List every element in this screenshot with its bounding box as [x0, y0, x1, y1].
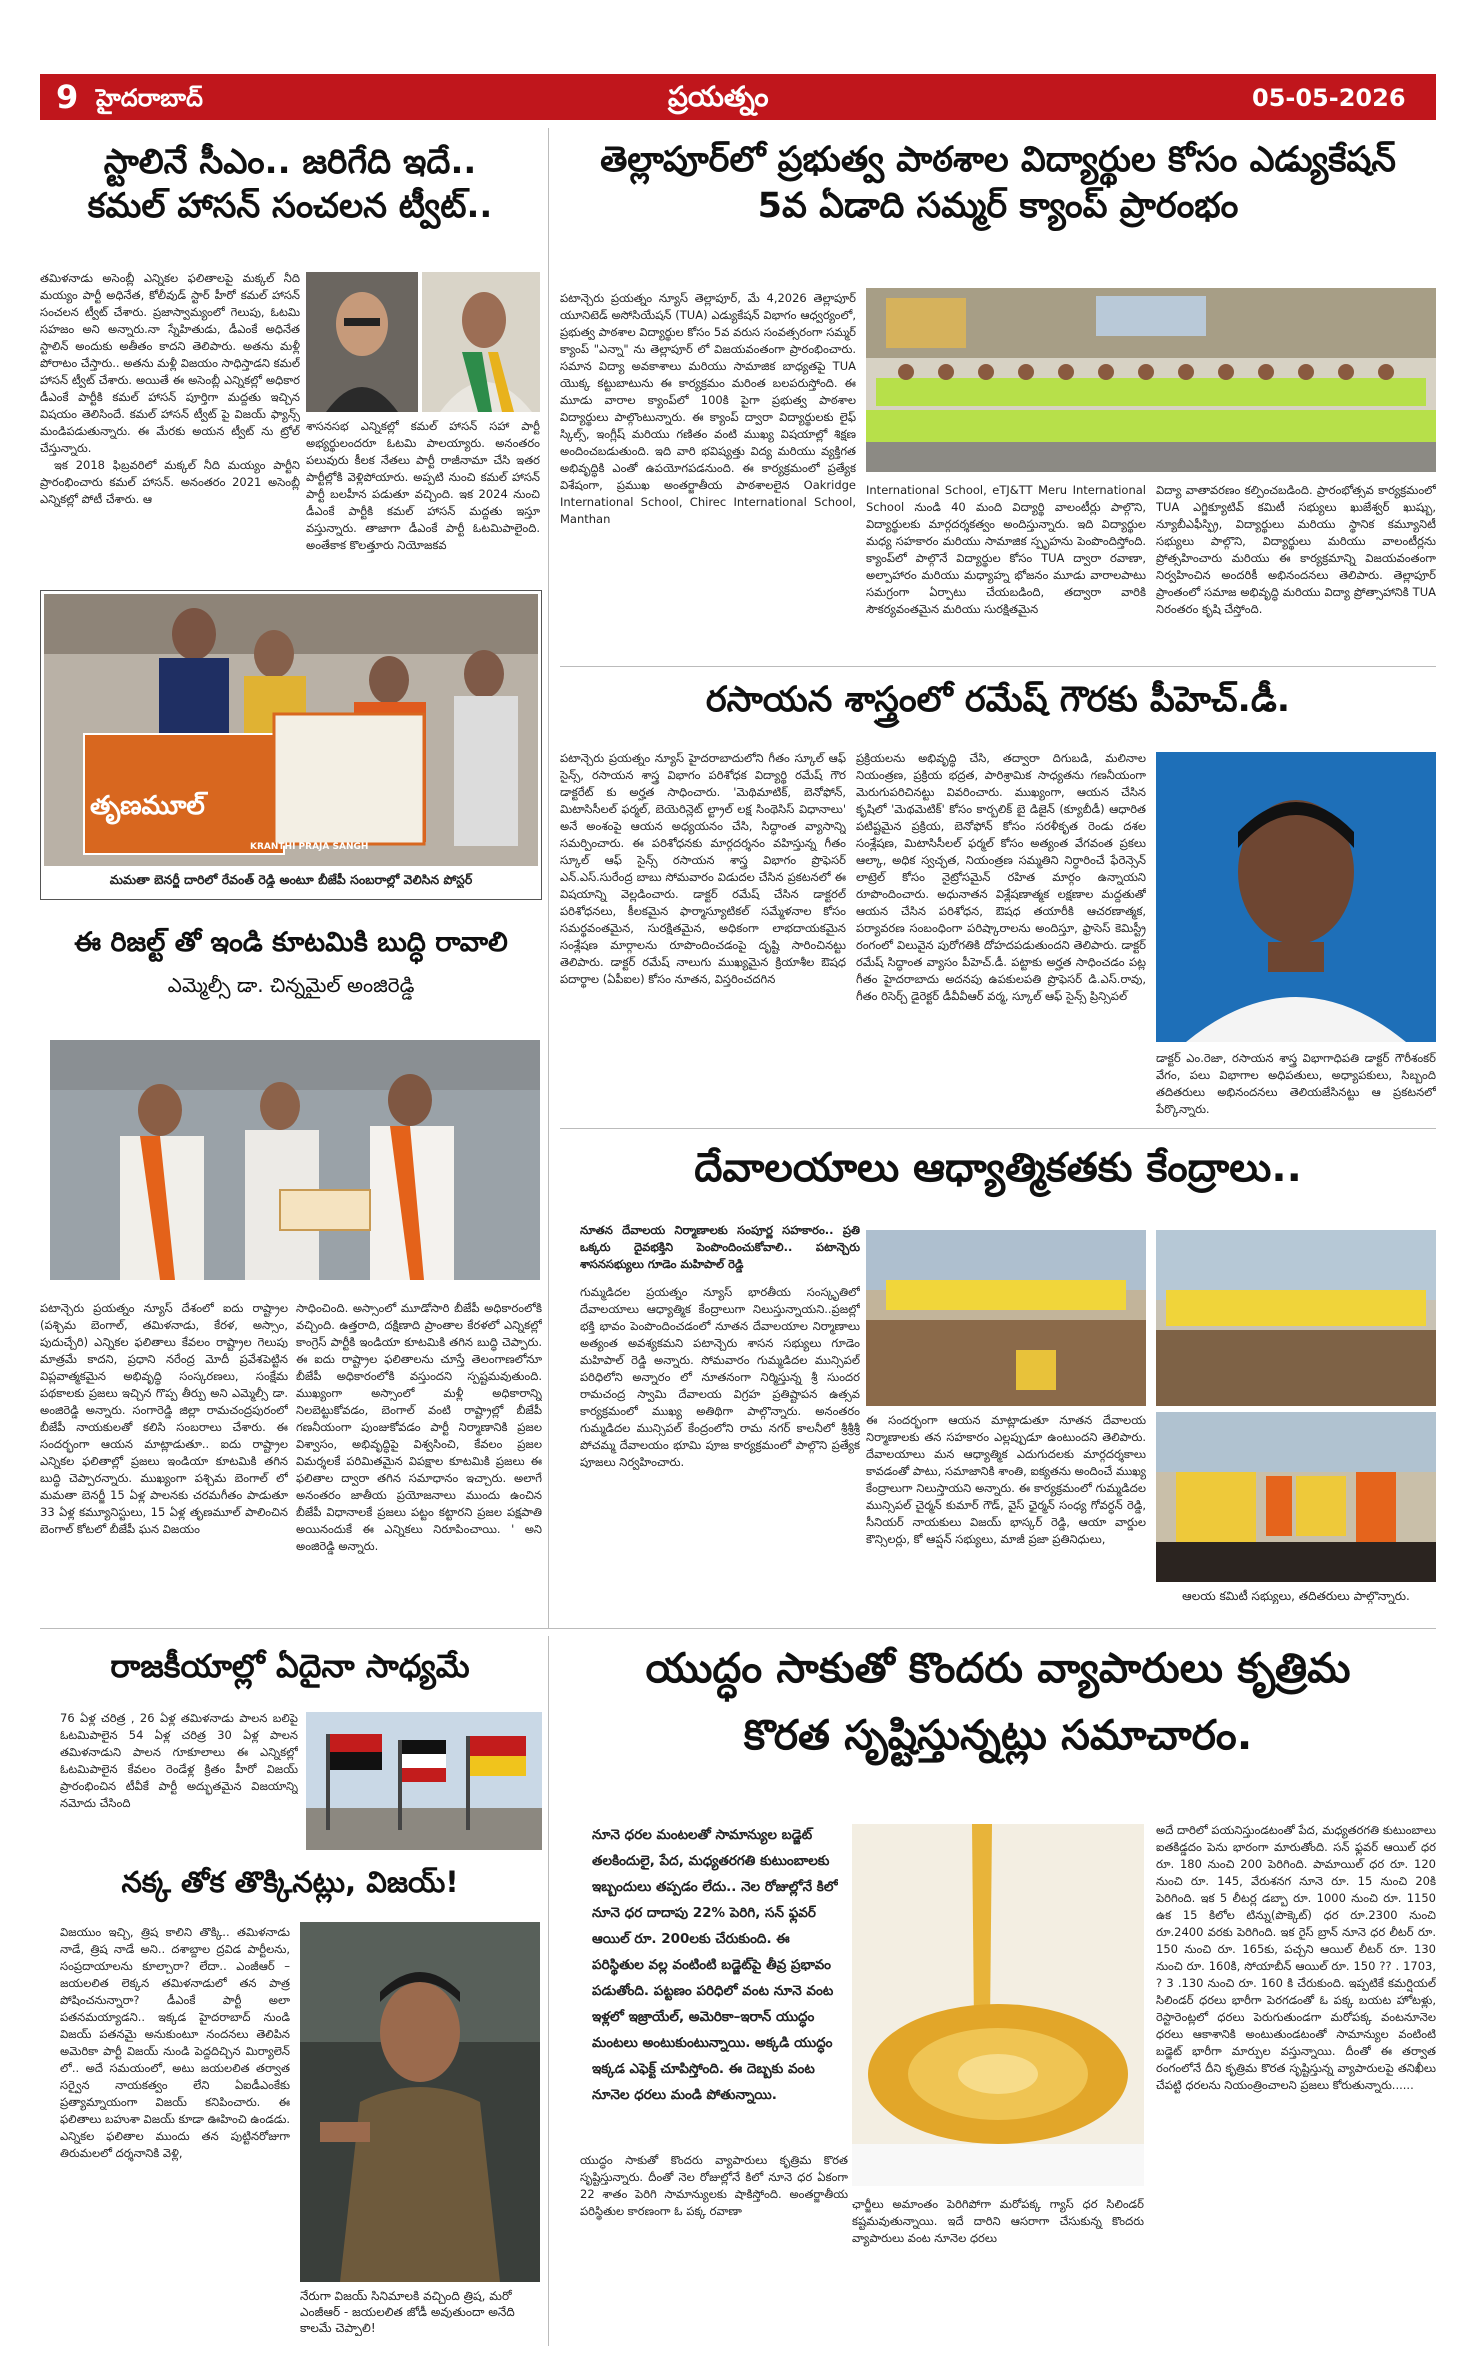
poster-photo: [44, 594, 538, 866]
flags-photo: [306, 1712, 542, 1850]
stalin-col1: తమిళనాడు అసెంబ్లీ ఎన్నికల ఫలితాలపై మక్కల్ నీది మయ్యం పార్టీ అధినేత, కోలీవుడ్ స్టార్ హీరో కమల్ హాసన్ సంచలన ట్వీట్ చేశారు. ప్రజాస్వామ్యంలో గెలుపు, ఓటమి సహజం అని అన్నారు.నా స్నేహితుడు, డీఎంకే అధినేత స్టాలిన్ అందుకు అతీతం కాదని తెలిపారు. అతను మళ్లీ పోరాటం చేస్తారు.. అతను మళ్లీ విజయం సాధిస్తాడని కమల్ హాసన్ ట్వీట్ చేశారు. అయితే ఈ అసెంబ్లీ ఎన్నికల్లో అధికార డీఎంకే పార్టీకి కమల్ హాసన్ పూర్తిగా మద్దతు ఇచ్చిన విషయం తెలిసిందే. కమల్ హాసన్ ట్వీట్ పై విజయ్ ఫ్యాన్స్ మండిపడుతున్నారు. ఈ మేరకు అయన ట్వీట్ ను ట్రోల్ చేస్తున్నారు. ఇక 2018 ఫిబ్రవరిలో మక్కల్ నీది మయ్యం పార్టీని ప్రారంభించారు కమల్ హాసన్. అనంతరం 2021 అసెంబ్లీ ఎన్నికల్లో పోటీ చేశారు. ఆ: [40, 271, 300, 506]
result-photo: [50, 1040, 540, 1280]
column-divider: [548, 128, 549, 1628]
result-col1: పటాన్చెరు ప్రయత్నం న్యూస్ దేశంలో ఐదు రాష్ట్రాల (పశ్చిమ బెంగాల్, తమిళనాడు, కేరళ, అస్సాం, పుదుచ్చేరి) ఎన్నికల ఫలితాలు కేవలం రాష్ట్రాల గెలుపు మాత్రమే కాదని, ప్రధాని నరేంద్ర మోదీ ప్రవేశపెట్టిన విప్లవాత్మకమైన అభివృద్ధి సంస్కరణలు, సంక్షేమ పథకాలకు ప్రజలు ఇచ్చిన గొప్ప తీర్పు అని ఎమ్మెల్సీ డా. అంజిరెడ్డి అన్నారు. సంగారెడ్డి జిల్లా రామచంద్రపురంలో బీజేపీ నాయకులతో కలిసి సంబరాలు చేశారు. ఈ సందర్భంగా ఆయన మాట్లాడుతూ.. ఐదు రాష్ట్రాల ఎన్నికల ఫలితాల్లో ప్రజలు ఇండియా కూటమికి తగిన బుద్ధి చెప్పారన్నారు. ముఖ్యంగా పశ్చిమ బెంగాల్ లో మమతా బెనర్జీ 15 ఏళ్ల పాలనకు చరమగీతం పాడుతూ 33 ఏళ్ల కమ్యూనిస్టులు, 15 ఏళ్ల తృణమూల్ పాలించిన బెంగాల్ కోటలో బీజేపీ ఘన విజయం: [40, 1301, 288, 1536]
section-divider: [40, 1628, 1436, 1629]
tellapur-headline: తెల్లాపూర్‌లో ప్రభుత్వ పాఠశాల విద్యార్థుల కోసం ఎడ్యుకేషన్ 5వ ఏడాది సమ్మర్ క్యాంప్ ప్రారంభం: [600, 140, 1396, 226]
poster-caption: మమతా బెనర్జీ దారిలో రేవంత్ రెడ్డి అంటూ బీజేపీ సంబరాల్లో వెలిసిన పోస్టర్: [109, 872, 473, 887]
oil-headline: యుద్ధం సాకుతో కొందరు వ్యాపారులు కృత్రిమ కొరత సృష్టిస్తున్నట్లు సమాచారం.: [645, 1644, 1351, 1760]
politics-headline: రాజకీయాల్లో ఏదైనా సాధ్యమే: [110, 1647, 470, 1685]
result-col2: సాధించింది. అస్సాంలో మూడోసారి బీజేపీ అధికారంలోకి వచ్చింది. ఉత్తరాది, దక్షిణాది ప్రాంతాల కేరళలో ఎన్నికల్లో కాంగ్రెస్ పార్టీకి ఇండియా కూటమికి తగిన బుద్ధి చెప్పారు. ఈ ఐదు రాష్ట్రాల ఫలితాలను చూస్తే తెలంగాణలోనూ బీజేపీ అధికారంలోకి వస్తుందని స్పష్టమవుతుంది. ముఖ్యంగా అస్సాంలో మళ్లీ అధికారాన్ని నిలబెట్టుకోవడం, బెంగాల్ వంటి రాష్ట్రాల్లో బీజేపీ గణనీయంగా పుంజుకోవడం పార్టీ నిర్మాణానికి ప్రజల విశ్వాసం, అభివృద్ధిపై విశ్వసించి, కేవలం ప్రజల విమర్శలకే పరిమితమైన విపక్షాల కూటమికి ప్రజలు ఈ ఫలితాల ద్వారా తగిన సమాధానం ఇచ్చారు. అలాగే అనంతరం జాతీయ ప్రయోజనాలు ముందు ఉంచిన బీజేపీ విధానాలకే ప్రజలు పట్టం కట్టారని ప్రజల పక్షపాతి అయినందుకే ఈ ఎన్నికలు నిరూపించాయి. ' అని అంజిరెడ్డి అన్నారు.: [296, 1301, 542, 1553]
phd-headline: రసాయన శాస్త్రంలో రమేష్ గౌరకు పీహెచ్.డీ.: [705, 680, 1291, 720]
tellapur-group-photo: [866, 288, 1436, 472]
ramesh-portrait: [1156, 752, 1436, 1042]
temple-photo-1: [866, 1230, 1146, 1406]
temples-caption: ఆలయ కమిటీ సభ్యులు, తదితరులు పాల్గొన్నారు.: [1182, 1589, 1410, 1603]
stalin-headline: స్టాలినే సీఎం.. జరిగేది ఇదే.. కమల్ హాసన్ సంచలన ట్వీట్..: [87, 142, 493, 227]
vijay-caption: నేరుగా విజయ్ సినిమాలకి వచ్చింది త్రిష, మరో ఎంజీఆర్ - జయలలిత జోడీ అవుతుందా అనేది కాలమే చెప్పాలి!: [300, 2289, 515, 2335]
section-divider: [560, 1128, 1436, 1129]
poster-banner-sub: KRANTHI PRAJA SANGH: [250, 842, 369, 852]
page-number: 9: [56, 78, 79, 116]
vijay-photo: [422, 272, 540, 412]
city-name: హైదరాబాద్: [96, 84, 203, 112]
oil-photo: [852, 1824, 1144, 2186]
phd-col2: ప్రక్రియలను అభివృద్ధి చేసి, తద్వారా దిగుబడి, మలినాల నియంత్రణ, ప్రక్రియ భద్రత, పారిశ్రామిక సాధ్యతను గణనీయంగా మెరుగుపరిచినట్టు వివరించారు. ముఖ్యంగా, ఆయన చేసిన కృషిలో 'మెథమెటిక్' కోసం కార్బలిక్ బై డిజైన్ (క్యూబీడీ) ఆధారిత పటిష్టమైన ప్రక్రియ, బెనోఫోన్ కోసం సరళీకృత రెండు దశల సంశ్లేషణ, మిటాసిసీలల్ ఫర్మల్ కోసం అత్యంత వేగవంత ప్రకలు ఆల్కా, అధిక స్వచ్ఛత, నియంత్రణ సమ్మతిని నిర్ధారించే ఫేరెన్సెన్ లాట్రెల్ కోసం నైట్రోసమైన్ రహిత మార్గం ఉన్నాయని రూపొందించారు. అధునాతన విశ్లేషణాత్మక లక్షణాల మద్దతుతో ఆయన చేసిన పరిశోధన, ఔషధ తయారీకి ఆచరణాత్మక, పర్యావరణ సంబంధింగా పరిష్కారాలను అందిస్తూ, ఫ్రాసెస్ కెమిస్ట్రీ రంగంలో విలువైన పురోగతికి దోహదపడుతుందని తెలిపారు. డాక్టర్ రమేష్ సిద్ధాంత వ్యాసం పీహెచ్.డీ. పట్టాకు అర్హత సాధించడం పట్ల గీతం హైదరాబాదు అదనపు ఉపకులపతి ప్రొఫెసర్ డి.ఎస్.రావు, గీతం రిసెర్చ్ డైరెక్టర్ డీవీవీఆర్ వర్మ, స్కూల్ ఆఫ్ సైన్స్ ప్రిన్సిపల్: [856, 751, 1146, 1003]
temples-bullets: నూతన దేవాలయ నిర్మాణాలకు సంపూర్ణ సహకారం.. ప్రతి ఒక్కరు దైవభక్తిని పెంపొందించుకోవాలి.. పటాన్చెరు శాసనసభ్యులు గూడెం మహిపాల్ రెడ్డి: [580, 1223, 860, 1271]
temples-headline: దేవాలయాలు ఆధ్యాత్మికతకు కేంద్రాలు..: [694, 1145, 1302, 1191]
politics-body: 76 ఏళ్ల చరిత్ర , 26 ఏళ్ల తమిళనాడు పాలన బలిపై ఓటమిపాలైన 54 ఏళ్ల చరిత్ర 30 ఏళ్ల పాలన తమిళనాడుని పాలన గూకూలాలు ఈ ఎన్నికల్లో ఓటమిపాలైన కేవలం రెండేళ్ల క్రితం హీరో విజయ్ ప్రారంభించిన టీవీకే పార్టీ అద్భుతమైన విజయాన్ని నమోదు చేసింది: [60, 1711, 298, 1810]
poster-banner-text: తృణమూల్: [90, 791, 205, 821]
tellapur-col2: International School, eTJ&TT Meru International School నుండి 40 మంది విద్యార్థి వాలంటీర్లు పాల్గొని, విద్యార్థులకు మార్గదర్శకత్వం అందిస్తున్నారు. ఇది విద్యార్థుల మధ్య సహకారం మరియు సామాజిక స్పృహను పెంపొందిస్తోంది. క్యాంప్‌లో పాల్గొనే విద్యార్థుల కోసం TUA ద్వారా రవాణా, అల్పాహారం మరియు మధ్యాహ్న భోజనం మూడు వారాలపాటు సమగ్రంగా ఏర్పాటు చేయబడింది, తద్వారా వారికి సౌకర్యవంతమైన మరియు సురక్షితమైన: [866, 483, 1146, 616]
result-subhead: ఎమ్మెల్సీ డా. చిన్నమైల్ అంజిరెడ్డి: [167, 973, 415, 997]
tellapur-col3: విద్యా వాతావరణం కల్పించబడింది. ప్రారంభోత్సవ కార్యక్రమంలో TUA ఎగ్జిక్యూటివ్ కమిటీ సభ్యులు ఖుజేశ్వర్ ఖుష్బు, న్యూబీఎఫీస్ఫ్రి, విద్యార్థులు మరియు స్థానిక కమ్యూనిటీ సభ్యులు పాల్గొని, విద్యార్థులు మరియు వాలంటీర్లను ప్రోత్సహించారు మరియు ఈ కార్యక్రమాన్ని విజయవంతంగా నిర్వహించిన అందరికీ అభినందనలు తెలిపారు. తెల్లాపూర్ ప్రాంతంలో సమాజ అభివృద్ధి మరియు విద్యా ప్రోత్సాహానికి TUA నిరంతరం కృషి చేస్తోంది.: [1156, 483, 1436, 616]
vijay-headline: నక్క తోక తొక్కినట్లు, విజయ్!: [121, 1865, 459, 1899]
phd-col1: పటాన్చెరు ప్రయత్నం న్యూస్ హైదరాబాదులోని గీతం స్కూల్ ఆఫ్ సైన్స్, రసాయన శాస్త్ర విభాగం పరిశోధక విద్యార్థి రమేష్ గౌర డాక్టరేట్ కు అర్హత సాధించారు. 'మెథిమాటిక్, బెనోఫోన్, మిటాసిసీలల్ ఫర్మల్, బెయెరిన్లెట్ ల్ట్రాల్ లక్ష సింథెసిస్ విధానాలు' అనే అంశంపై ఆయన అధ్యయనం చేసి, సిద్ధాంత వ్యాసాన్ని సమర్పించారు. ఈ పరిశోధనకు మార్గదర్శనం వహిస్తున్న గీతం స్కూల్ ఆఫ్ సైన్స్ రసాయన శాస్త్ర విభాగం ప్రొఫెసర్ ఎన్.ఎస్.సురేంద్ర బాబు సోమవారం విడుదల చేసిన ప్రకటనలో ఈ విషయాన్ని వెల్లడించారు. డాక్టర్ రమేష్ చేసిన డాక్టరల్ పరిశోధనలు, కీలకమైన ఫార్మాస్యూటికల్ సమ్మేళనాల కోసం సమర్థవంతమైన, సురక్షితమైన, అధికంగా లాభదాయకమైన సంశ్లేషణ మార్గాలను రూపొందించడంపై దృష్టి సారించినట్టు తెలిపారు. డాక్టర్ రమేష్ నాలుగు ముఖ్యమైన క్రియాశీల ఔషధ పదార్థాల (ఏపీఐల) కోసం నూతన, విస్తరించదగిన: [560, 751, 846, 986]
temples-col2: ఈ సందర్భంగా ఆయన మాట్లాడుతూ నూతన దేవాలయ నిర్మాణాలకు తన సహకారం ఎల్లప్పుడూ ఉంటుందని తెలిపారు. దేవాలయాలు మన ఆధ్యాత్మిక ఎదుగుదలకు మార్గదర్శకాలు కావడంతో పాటు, సమాజానికి శాంతి, ఐక్యతను అందించే ముఖ్య కేంద్రాలుగా నిలుస్తాయని అన్నారు. ఈ కార్యక్రమంలో గుమ్మడిదల మున్సిపల్ చైర్మన్ కుమార్ గౌడ్, వైస్ ఛైర్మన్ సంధ్య గోవర్ధన్ రెడ్డి, సీనియర్ నాయకులు విజయ్ భాస్కర్ రెడ్డి, ఆయా వార్డుల కౌన్సిలర్లు, కో ఆప్షన్ సభ్యులు, మాజీ ప్రజా ప్రతినిధులు,: [866, 1413, 1146, 1546]
column-divider: [548, 1636, 549, 2346]
issue-date: 05-05-2026: [1252, 84, 1406, 112]
paper-logo: ప్రయత్నం: [668, 80, 769, 113]
temple-photo-2: [1156, 1230, 1436, 1406]
tellapur-col1: పటాన్చెరు ప్రయత్నం న్యూస్ తెల్లాపూర్, మే 4,2026 తెల్లాపూర్ యూనిటెడ్ అసోసియేషన్ (TUA) ఎడ్యుకేషన్ విభాగం ఆధ్వర్యంలో, ప్రభుత్వ పాఠశాల విద్యార్థుల కోసం 5వ వరుస సంవత్సరంగా సమ్మర్ క్యాంప్ "ఎన్నా" ను తెల్లాపూర్ లో విజయవంతంగా ప్రారంభించారు. సమాన విద్యా అవకాశాలు మరియు సామాజిక బాధ్యతపై TUA యొక్క కట్టుబాటును ఈ కార్యక్రమం మరింత బలపరుస్తోంది. ఈ మూడు వారాల క్యాంప్‌లో 100కి పైగా ప్రభుత్వ పాఠశాల విద్యార్థులు పాల్గొంటున్నారు. ఈ క్యాంప్ ద్వారా విద్యార్థులకు లైఫ్ స్కిల్స్, ఇంగ్లీష్ మరియు గణితం వంటి ముఖ్య విషయాల్లో శిక్షణ అందించబడుతుంది. ఇది వారి భవిష్యత్తు విద్య మరియు వ్యక్తిగత అభివృద్ధికి ఎంతో ఉపయోగపడనుంది. ఈ కార్యక్రమంలో ప్రత్యేక విశేషంగా, ప్రముఖ అంతర్జాతీయ పాఠశాలలైన Oakridge International School, Chirec International School, Manthan: [560, 291, 856, 526]
result-headline: ఈ రిజల్ట్ తో ఇండి కూటమికి బుద్ధి రావాలి: [74, 927, 508, 958]
temple-photo-3: [1156, 1412, 1436, 1582]
section-divider: [560, 666, 1436, 667]
kamal-photo: [306, 272, 418, 412]
vijay-trisha-photo: [300, 1922, 540, 2282]
stalin-col2: శాసనసభ ఎన్నికల్లో కమల్ హాసన్ సహా పార్టీ అభ్యర్థులందరూ ఓటమి పాలయ్యారు. అనంతరం పలువురు కీలక నేతలు పార్టీ రాజీనామా చేసి ఇతర పార్టీల్లోకి వెళ్లిపోయారు. అప్పటి నుంచి కమల్ హాసన్ పార్టీ బలహీన పడుతూ వచ్చింది. ఇక 2024 నుంచి డీఎంకే పార్టీకి కమల్ హాసన్ మద్దతు ఇస్తూ వస్తున్నారు. తాజాగా డీఎంకే పార్టీ ఓటమిపాలైంది. అంతేకాక కొలత్తూరు నియోజకవ: [306, 419, 540, 552]
oil-lead: నూనె ధరల మంటలతో సామాన్యుల బడ్జెట్ తలకిందులై, పేద, మధ్యతరగతి కుటుంబాలకు ఇబ్బందులు తప్పడం లేదు.. నెల రోజుల్లోనే కిలో నూనె ధర దాదాపు 22% పెరిగి, సన్ ఫ్లవర్ ఆయిల్ రూ. 200లకు చేరుకుంది. ఈ పరిస్థితుల వల్ల వంటింటి బడ్జెట్‌పై తీవ్ర ప్రభావం పడుతోంది. పట్టణం పరిధిలో వంట నూనె వంట ఇళ్లలో ఇజ్రాయేల్, అమెరికా–ఇరాన్ యుద్ధం మంటలు అంటుకుంటున్నాయి. అక్కడి యుద్ధం ఇక్కడ ఎఫెక్ట్ చూపిస్తోంది. ఈ దెబ్బకు వంట నూనెల ధరలు మండి పోతున్నాయి.: [592, 1827, 838, 2103]
oil-col1: యుద్ధం సాకుతో కొందరు వ్యాపారులు కృత్రిమ కొరత సృష్టిస్తున్నారు. దీంతో నెల రోజుల్లోనే కిలో నూనె ధర ఏకంగా 22 శాతం పెరిగి సామాన్యులకు షాకిస్తోంది. అంతర్జాతీయ పరిస్థితుల కారణంగా ఓ పక్క రవాణా: [580, 2153, 848, 2218]
temples-col1: గుమ్మడిదల ప్రయత్నం న్యూస్ భారతీయ సంస్కృతిలో దేవాలయాలు ఆధ్యాత్మిక కేంద్రాలుగా నిలుస్తున్నాయని..ప్రజల్లో భక్తి భావం పెంపొందించడంలో నూతన దేవాలయాల నిర్మాణాలు అత్యంత అవశ్యకమని పటాన్చెరు శాసన సభ్యులు గూడెం మహిపాల్ రెడ్డి అన్నారు. సోమవారం గుమ్మడిదల మున్సిపల్ పరిధిలోని అన్నారం లో నూతనంగా నిర్మిస్తున్న శ్రీ సుందర రామచంద్ర స్వామి దేవాలయ విగ్రహ ప్రతిష్టాపన ఉత్సవ కార్యక్రమంలో ముఖ్య అతిథిగా పాల్గొన్నారు. అనంతరం గుమ్మడిదల మున్సిపల్ కేంద్రంలోని రామ నగర్ కాలనీలో శ్రీశ్రీశ్రీ పోచమ్మ దేవాలయం భూమి పూజ కార్యక్రమంలో పాల్గొని ప్రత్యేక పూజలు నిర్వహించారు.: [580, 1285, 860, 1469]
oil-col2: ఛార్జీలు అమాంతం పెరిగిపోగా మరోపక్క గ్యాస్ ధర సిలిండర్ కష్టమవుతున్నాయి. ఇదే దారిని ఆసరాగా చేసుకున్న కొందరు వ్యాపారులు వంట నూనెల ధరలు: [852, 2197, 1144, 2245]
oil-col3: అదే దారిలో పయనిస్తుండటంతో పేద, మధ్యతరగతి కుటుంబాలు ఐతకిడ్డదం పెను భారంగా మారుతోంది. సన్ ఫ్లవర్ ఆయిల్ ధర రూ. 180 నుంచి 200 పెరిగింది. పామాయిల్ ధర రూ. 120 నుంచి రూ. 145, వేరుశనగ నూనె రూ. 15 నుంచి 20కి పెరిగింది. ఇక 5 లీటర్ల డబ్బా రూ. 1000 నుంచి రూ. 1150 ఉక 15 కిలోల టిన్ను(పొక్కెట్) ధర రూ.2300 నుంచి రూ.2400 వరకు పెరిగింది. ఇక రైస్ బ్రాన్ నూనె ధర లీటర్ రూ. 150 నుంచి రూ. 165కు, పచ్చని ఆయిల్ లీటర్ రూ. 130 నుంచి రూ. 160కి, సోయాబీన్ ఆయిల్ రూ. 150 ?? . 1703, ? 3 .130 నుంచి రూ. 160 కి చేరుకుంది. ఇప్పటికే కమర్షియల్ సిలిండర్ ధరలు భారీగా పెరగడంతో ఓ పక్క బయట హోటళ్లు, రెస్టారెంట్లలో ధరలు పెరుగుతుండగా మరోపక్క వంటనూనెల ధరలు ఆకాశానికి అంటుతుండటంతో సామాన్యుల వంటింటి బడ్జెట్ భారీగా మార్పుల వస్తున్నాయి. దీంతో ఈ తర్వాత రంగంలోనే దీని కృత్రిమ కొరత సృష్టిస్తున్న వ్యాపారులపై తనిఖీలు చేపట్టి ధరలను నియంత్రించాలని ప్రజలు కోరుతున్నారు......: [1156, 1823, 1436, 2092]
vijay-body: విజయుం ఇచ్చి, త్రిష కాలిని తొక్కి.. తమిళనాడు నాడే, త్రిష నాడే అని.. దశాబ్దాల ద్రవిడ పార్టీలను, సంప్రదాయాలను కూల్చారా? లేదా.. ఎంజీఆర్ – జయలలిత లెక్కన తమిళనాడులో తన పాత్ర పోషించనున్నారా? డీఎంకే పార్టీ అలా పతనమయ్యాడని.. ఇక్కడ హైదరాబాద్ నుండి విజయ్ పతనమై అనుకుంటూ నందనలు తెలిపిన అమెరికా పార్టీ విజయ్ నుండి పెద్దదిచ్చిన మిర్యాలెన్ లో.. అదే సమయంలో, అటు జయలలిత తర్వాత సర్వైన నాయకత్వం లేని ఏఐడీఎంకేకు ప్రత్యామ్నాయంగా విజయ్ కనిపించారు. ఈ ఫలితాలు బహుశా విజయ్ కూడా ఊహించి ఉండడు. ఎన్నికల ఫలితాల ముందు తన పుట్టినరోజుగా తిరుమలలో దర్శనానికి వెళ్లి,: [60, 1925, 290, 2160]
phd-col3: డాక్టర్ ఎం.రెజా, రసాయన శాస్త్ర విభాగాధిపతి డాక్టర్ గౌరీశంకర్ వేగం, పలు విభాగాల అధిపతులు, అధ్యాపకులు, సిబ్బంది తదితరులు అభినందనలు తెలియజేసినట్టు ఆ ప్రకటనలో పేర్కొన్నారు.: [1156, 1051, 1436, 1116]
